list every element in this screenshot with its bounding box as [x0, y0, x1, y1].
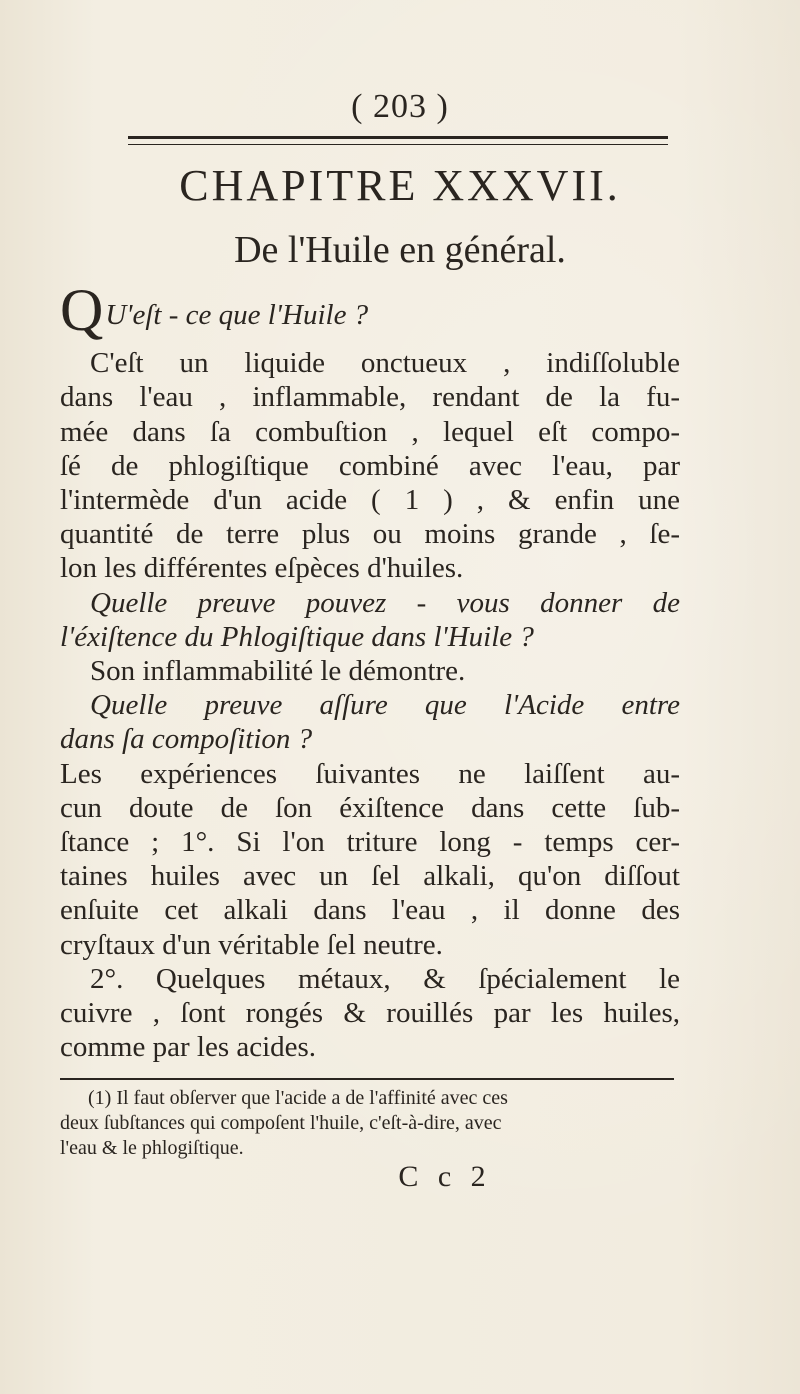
footnote-rule	[60, 1078, 674, 1080]
footnote: (1) Il faut obſerver que l'acide a de l'affinité avec ces deux ſubſtances qui compoſent l'huile, c'eſt-à-dire, avec l'eau & le phlogiſtique.	[60, 1087, 508, 1159]
chapter-subtitle: De l'Huile en général.	[234, 229, 566, 271]
question-3: Quelle preuve aſſure que l'Acide entre dans ſa compoſition ?	[60, 689, 680, 756]
drop-cap: Q	[60, 277, 104, 343]
header-rule-thin	[128, 144, 668, 145]
question-1: QU'eſt - ce que l'Huile ?	[60, 277, 369, 343]
answer-1: C'eſt un liquide onctueux , indiſſoluble dans l'eau , inflammable, rendant de la fu- mée dans ſa combuſtion , lequel eſt compo- ſé de phlogiſtique combiné avec l'eau, par l'intermède d'un acide ( 1 ) , & enfin une quantité de terre plus ou moins grande , ſe- lon les différentes eſpèces d'huiles.	[60, 347, 680, 585]
answer-2: Son inflammabilité le démontre.	[90, 655, 466, 688]
page-number: ( 203 )	[351, 88, 449, 125]
chapter-title: CHAPITRE XXXVII.	[179, 161, 621, 210]
answer-3: Les expériences ſuivantes ne laiſſent au- cun doute de ſon éxiſtence dans cette ſub- ſtance ; 1°. Si l'on triture long - temps cer- taines huiles avec un ſel alkali, qu'on diſſout enſuite cet alkali dans l'eau , il donne des cryſtaux d'un véritable ſel neutre.	[60, 757, 680, 961]
answer-3-continued: 2°. Quelques métaux, & ſpécialement le cuivre , ſont rongés & rouillés par les huiles, comme par les acides.	[60, 962, 680, 1064]
question-2: Quelle preuve pouvez - vous donner de l'éxiſtence du Phlogiſtique dans l'Huile ?	[60, 586, 680, 653]
header-rule	[128, 136, 668, 139]
signature-mark: C c 2	[398, 1160, 492, 1193]
body-text	[60, 277, 680, 1064]
